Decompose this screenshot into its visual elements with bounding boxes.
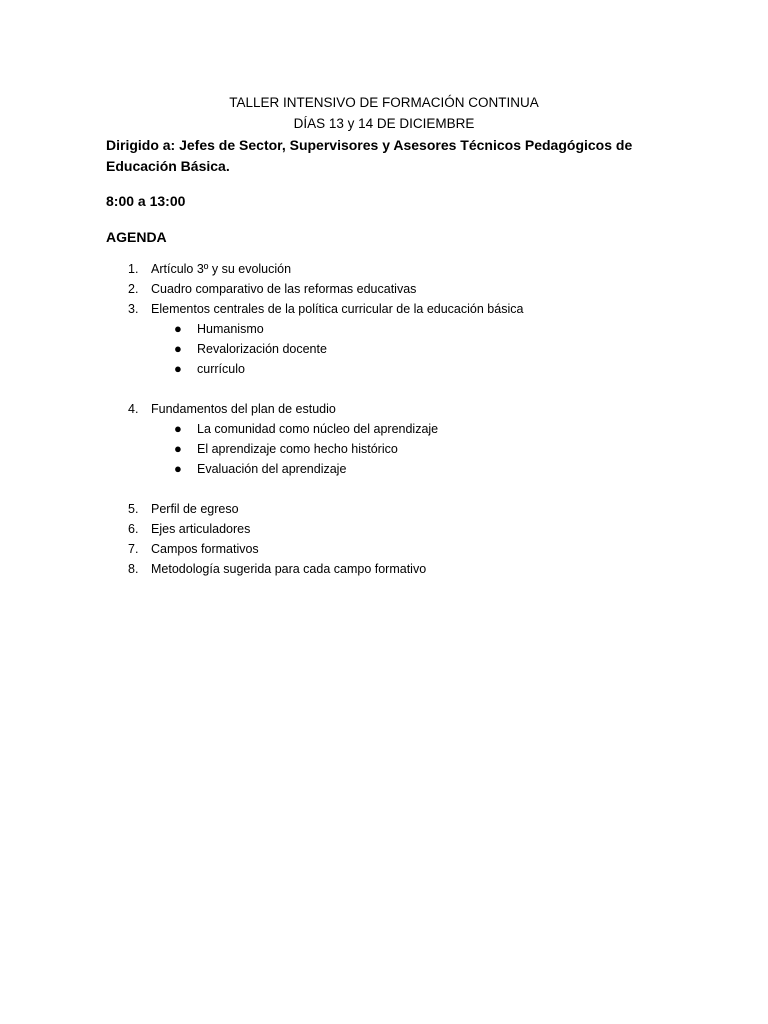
document-title <box>0 92 768 134</box>
agenda-item-number: 8. <box>128 562 139 576</box>
agenda-item-number: 7. <box>128 542 139 556</box>
agenda-item-number: 1. <box>128 262 139 276</box>
agenda-item-number: 4. <box>128 402 139 416</box>
bullet-icon: ● <box>174 461 182 476</box>
agenda-subitem-text: El aprendizaje como hecho histórico <box>197 442 398 456</box>
agenda-item-text: Fundamentos del plan de estudio <box>151 402 336 416</box>
bullet-icon: ● <box>174 361 182 376</box>
bullet-icon: ● <box>174 341 182 356</box>
agenda-item-number: 6. <box>128 522 139 536</box>
agenda-item-number: 3. <box>128 302 139 316</box>
agenda-item-text: Artículo 3º y su evolución <box>151 262 292 276</box>
schedule-time: 8:00 a 13:00 <box>106 193 186 209</box>
agenda-item-number: 2. <box>128 282 139 296</box>
agenda-subitem-text: Humanismo <box>197 322 264 336</box>
agenda-item-text: Metodología sugerida para cada campo formativo <box>151 562 427 576</box>
agenda-subitem-text: Evaluación del aprendizaje <box>197 462 347 476</box>
audience-text: Dirigido a: Jefes de Sector, Supervisores y Asesores Técnicos Pedagógicos de Educación Básica. <box>106 137 633 174</box>
agenda-subitem-text: La comunidad como núcleo del aprendizaje <box>197 422 439 436</box>
title-line-2: DÍAS 13 y 14 DE DICIEMBRE <box>293 116 475 131</box>
agenda-item-text: Elementos centrales de la política curricular de la educación básica <box>151 302 524 316</box>
agenda-subitem-text: currículo <box>197 362 245 376</box>
agenda-item-text: Ejes articuladores <box>151 522 251 536</box>
agenda-item-text: Campos formativos <box>151 542 259 556</box>
agenda-item-number: 5. <box>128 502 139 516</box>
title-line-1: TALLER INTENSIVO DE FORMACIÓN CONTINUA <box>229 95 539 110</box>
bullet-icon: ● <box>174 441 182 456</box>
agenda-item-text: Perfil de egreso <box>151 502 239 516</box>
agenda-heading: AGENDA <box>106 229 167 245</box>
agenda-subitem-text: Revalorización docente <box>197 342 327 356</box>
bullet-icon: ● <box>174 321 182 336</box>
bullet-icon: ● <box>174 421 182 436</box>
agenda-item-text: Cuadro comparativo de las reformas educativas <box>151 282 417 296</box>
